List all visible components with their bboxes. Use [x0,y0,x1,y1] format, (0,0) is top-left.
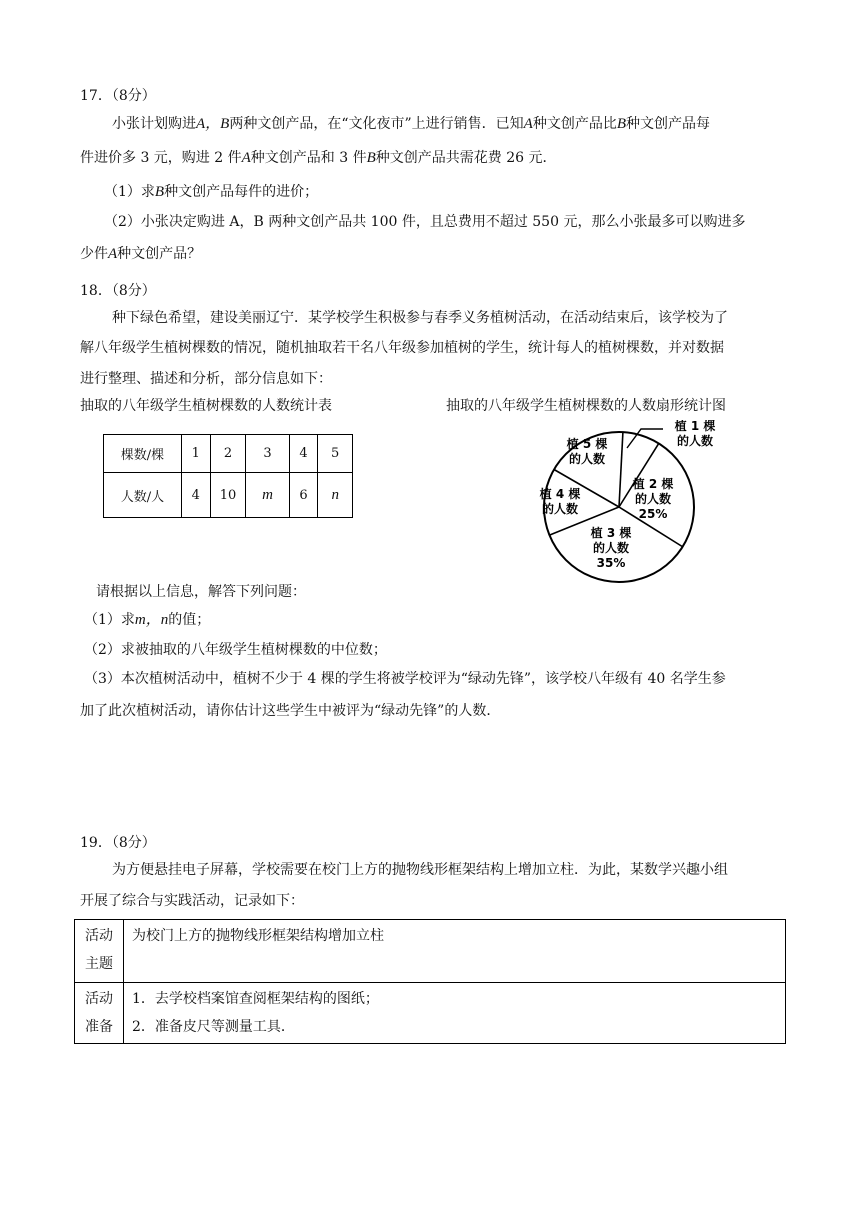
label-line: 准备 [85,1019,113,1035]
table-cell [124,983,786,1044]
q18-part3-line2: 加了此次植树活动，请你估计这些学生中被评为“绿动先锋”的人数． [80,703,501,719]
var-b: B [616,116,627,132]
text: 的值； [168,612,211,628]
q17-intro-line1 [112,117,710,131]
var-b: B [154,184,165,200]
text: 件进价多 3 元，购进 2 件 [80,150,242,166]
pie-slice-label: 植 1 棵 [674,420,716,433]
label-line: 主题 [85,956,113,972]
q17-part2-line1: （2）小张决定购进 A，B 两种文创产品共 100 件，且总费用不超过 550 元，那么小张最多可以购进多 [104,214,746,230]
pie-slice-label: 植 3 棵 [590,526,632,540]
pie-slice-label: 植 4 棵 [539,487,581,501]
q18-part1 [84,613,210,627]
pie-slice-label: 的人数 [676,434,714,448]
q18-intro-line3: 进行整理、描述和分析，部分信息如下： [80,371,332,387]
pie-slice-percent: 35% [596,556,626,570]
text: 少件 [80,246,108,262]
table-cell [246,473,289,518]
row-label [75,920,124,983]
table-cell [318,473,353,518]
table-row [104,435,353,473]
table-row [104,473,353,518]
q17-intro-line2 [80,151,557,165]
table-row [75,983,786,1044]
table-title: 抽取的八年级学生植树棵数的人数统计表 [80,398,332,414]
table-row [75,920,786,983]
q18-part2: （2）求被抽取的八年级学生植树棵数的中位数； [84,642,387,658]
q18-intro-line1: 种下绿色希望，建设美丽辽宁．某学校学生积极参与春季义务植树活动，在活动结束后，该学校为了 [112,310,728,326]
pie-slice-label: 的人数 [541,502,579,516]
table-cell: 为校门上方的抛物线形框架结构增加立柱 [124,920,786,983]
pie-slice-percent: 25% [638,507,668,521]
var-a: A [108,246,118,262]
text: 小张计划购进 [112,116,196,132]
q18-intro-line2: 解八年级学生植树棵数的情况，随机抽取若干名八年级参加植树的学生，统计每人的植树棵数，并对数据 [80,340,724,356]
label-line: 活动 [85,928,113,944]
q17-heading: 17．（8分） [80,88,156,104]
row-label [75,983,124,1044]
table-cell: 10 [210,473,246,518]
q19-heading: 19．（8分） [80,835,156,851]
var-n: n [331,486,339,503]
pie-slice-label: 的人数 [634,492,672,506]
text-line: 1．去学校档案馆查阅框架结构的图纸； [132,991,379,1007]
var-a: A [523,116,533,132]
var-a: A [241,150,251,166]
q17-part1 [104,185,318,199]
text: 种文创产品共需花费 26 元． [375,150,557,166]
text: （1）求 [104,184,155,200]
text: 种文创产品比 [532,116,617,132]
table-cell: 3 [246,435,289,473]
pie-slice-label: 植 2 棵 [632,477,674,491]
q18-prompt: 请根据以上信息，解答下列问题： [96,584,306,600]
table-cell: 6 [289,473,318,518]
activity-table [74,919,786,1044]
var-b: B [366,150,376,166]
text: 两种文创产品，在“文化夜市”上进行销售．已知 [229,116,524,132]
chart-title: 抽取的八年级学生植树棵数的人数扇形统计图 [446,398,726,414]
table-cell: 1 [181,435,210,473]
text: 种文创产品每件的进价； [164,184,319,200]
pie-slice-label: 的人数 [568,452,606,466]
q17-part2-line2 [80,247,201,261]
var-mn: m，n [134,612,169,628]
table-cell: 5 [318,435,353,473]
table-cell: 2 [210,435,246,473]
q18-part3-line1: （3）本次植树活动中，植树不少于 4 棵的学生将被学校评为“绿动先锋”，该学校八年级有 40 名学生参 [84,671,726,687]
pie-slice-label: 植 5 棵 [566,437,608,451]
text: 种文创产品？ [117,246,202,262]
pie-slice-boundary [619,432,623,507]
var-a: A， [196,116,221,132]
row-label: 人数/人 [104,473,182,518]
q19-intro-line1: 为方便悬挂电子屏幕，学校需要在校门上方的抛物线形框架结构上增加立柱．为此，某数学兴趣小组 [112,862,728,878]
text: 种文创产品和 3 件 [250,150,367,166]
tree-count-table [103,434,353,518]
text: （1）求 [84,612,135,628]
q18-heading: 18．（8分） [80,283,156,299]
pie-chart [535,420,795,590]
text-line: 2．准备皮尺等测量工具． [132,1019,295,1035]
row-label: 棵数/棵 [104,435,182,473]
text: 种文创产品每 [626,116,711,132]
table-cell: 4 [181,473,210,518]
q19-intro-line2: 开展了综合与实践活动，记录如下： [80,893,304,909]
label-line: 活动 [85,991,113,1007]
table-cell: 4 [289,435,318,473]
var-b: B [220,116,230,132]
var-m: m [262,486,273,503]
pie-slice-label: 的人数 [592,541,630,555]
